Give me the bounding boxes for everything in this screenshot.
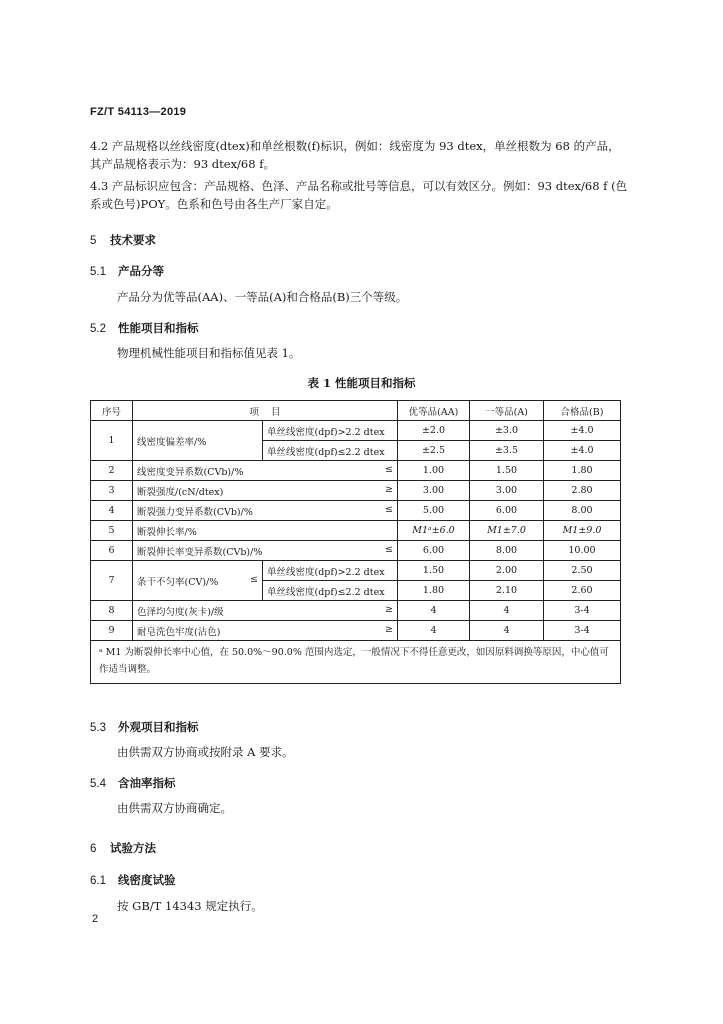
- page-number: 2: [92, 913, 99, 925]
- header-item: 项 目: [133, 401, 398, 421]
- row-symbol: ≥: [385, 483, 393, 495]
- row-subitem: 单丝线密度(dpf)>2.2 dtex: [263, 561, 398, 581]
- clause-5-3-text: 由供需双方协商或按附录 A 要求。: [117, 745, 294, 759]
- clause-4-3-line2: 系或色号)POY。色系和色号由各生产厂家自定。: [90, 197, 338, 211]
- table-header-row: [91, 401, 621, 421]
- table-row: [91, 461, 621, 481]
- row-subitem: 单丝线密度(dpf)≤2.2 dtex: [263, 581, 398, 601]
- table-row: [91, 601, 621, 621]
- cell-a: 1.50: [470, 461, 544, 481]
- row-symbol: ≥: [385, 623, 393, 635]
- clause-4-2-line2: 其产品规格表示为：93 dtex/68 f。: [90, 157, 275, 171]
- clause-4-2-line1: 4.2 产品规格以丝线密度(dtex)和单丝根数(f)标识，例如：线密度为 93 dtex，单丝根数为 68 的产品，: [90, 139, 620, 153]
- cell-a: 4: [470, 621, 544, 641]
- row-item: 断裂强度/(cN/dtex) ≥: [133, 481, 398, 501]
- row-no: 9: [91, 621, 133, 641]
- table-row: [91, 421, 621, 441]
- clause-6-1-number: 6.1: [90, 875, 106, 887]
- clause-5-4-number: 5.4: [90, 778, 106, 790]
- cell-b: 3-4: [544, 621, 621, 641]
- clause-6-1-text: 按 GB/T 14343 规定执行。: [117, 899, 263, 913]
- clause-5-3-title: 外观项目和指标: [118, 720, 199, 734]
- row-subitem: 单丝线密度(dpf)>2.2 dtex: [263, 421, 398, 441]
- row-item: 耐皂洗色牢度(沾色) ≥: [133, 621, 398, 641]
- row-subitem: 单丝线密度(dpf)≤2.2 dtex: [263, 441, 398, 461]
- clause-5-2-text: 物理机械性能项目和指标值见表 1。: [117, 346, 301, 360]
- cell-b: M1±9.0: [544, 521, 621, 541]
- cell-a: M1±7.0: [470, 521, 544, 541]
- section-6-heading: [90, 840, 156, 856]
- clause-5-2-heading: [90, 320, 199, 336]
- row-symbol: ≤: [385, 463, 393, 475]
- table-caption: 表 1 性能项目和指标: [307, 376, 416, 390]
- header-aa: 优等品(AA): [398, 401, 470, 421]
- clause-5-2-title: 性能项目和指标: [118, 321, 199, 335]
- row-item: 线密度变异系数(CVb)/% ≤: [133, 461, 398, 481]
- table-row: [91, 541, 621, 561]
- cell-a: 3.00: [470, 481, 544, 501]
- header-no: 序号: [91, 401, 133, 421]
- cell-a: 8.00: [470, 541, 544, 561]
- clause-5-1-heading: [90, 263, 164, 279]
- header-b: 合格品(B): [544, 401, 621, 421]
- cell-a: 2.10: [470, 581, 544, 601]
- row-symbol: ≤: [385, 503, 393, 515]
- section-5-heading: [90, 232, 156, 248]
- row-no: 4: [91, 501, 133, 521]
- row-item: 断裂伸长率变异系数(CVb)/% ≤: [133, 541, 398, 561]
- cell-b: 2.60: [544, 581, 621, 601]
- row-no: 3: [91, 481, 133, 501]
- clause-5-1-number: 5.1: [90, 266, 106, 278]
- row-symbol: ≤: [385, 543, 393, 555]
- cell-aa: ±2.5: [398, 441, 470, 461]
- standard-code: FZ/T 54113—2019: [90, 106, 187, 118]
- table-1: [90, 400, 620, 684]
- row-item: 色泽均匀度(灰卡)/级 ≥: [133, 601, 398, 621]
- table-row: [91, 501, 621, 521]
- cell-b: 1.80: [544, 461, 621, 481]
- row-no: 5: [91, 521, 133, 541]
- clause-5-2-number: 5.2: [90, 323, 106, 335]
- row-item: 线密度偏差率/%: [133, 421, 263, 461]
- clause-5-4-text: 由供需双方协商确定。: [117, 801, 232, 815]
- cell-a: 4: [470, 601, 544, 621]
- clause-5-3-heading: [90, 719, 199, 735]
- cell-b: ±4.0: [544, 421, 621, 441]
- cell-aa: 5.00: [398, 501, 470, 521]
- row-no: 2: [91, 461, 133, 481]
- cell-b: 10.00: [544, 541, 621, 561]
- table-row: [91, 561, 621, 581]
- cell-a: ±3.0: [470, 421, 544, 441]
- cell-aa: 4: [398, 621, 470, 641]
- clause-5-4-heading: [90, 775, 176, 791]
- table-row: [91, 621, 621, 641]
- row-symbol: ≥: [385, 603, 393, 615]
- section-6-title: 试验方法: [110, 841, 156, 855]
- clause-6-1-title: 线密度试验: [118, 873, 176, 887]
- cell-aa: 6.00: [398, 541, 470, 561]
- table-row: [91, 521, 621, 541]
- cell-aa: 3.00: [398, 481, 470, 501]
- cell-aa: ±2.0: [398, 421, 470, 441]
- row-item: 条干不匀率(CV)/% ≤: [133, 561, 263, 601]
- section-6-number: 6: [90, 843, 97, 855]
- cell-a: ±3.5: [470, 441, 544, 461]
- cell-aa: 1.80: [398, 581, 470, 601]
- clause-6-1-heading: [90, 872, 176, 888]
- row-no: 1: [91, 421, 133, 461]
- table-row: [91, 481, 621, 501]
- cell-b: ±4.0: [544, 441, 621, 461]
- cell-b: 2.80: [544, 481, 621, 501]
- clause-5-1-text: 产品分为优等品(AA)、一等品(A)和合格品(B)三个等级。: [117, 290, 408, 304]
- row-no: 7: [91, 561, 133, 601]
- clause-4-3-line1: 4.3 产品标识应包含：产品规格、色泽、产品名称或批号等信息，可以有效区分。例如：93 dtex/68 f (色: [90, 179, 628, 193]
- row-symbol: ≤: [250, 573, 258, 585]
- header-a: 一等品(A): [470, 401, 544, 421]
- section-5-title: 技术要求: [110, 233, 156, 247]
- clause-5-3-number: 5.3: [90, 722, 106, 734]
- table-note-row: [91, 641, 621, 684]
- section-5-number: 5: [90, 235, 97, 247]
- cell-aa: 4: [398, 601, 470, 621]
- row-no: 6: [91, 541, 133, 561]
- cell-a: 2.00: [470, 561, 544, 581]
- cell-aa: 1.00: [398, 461, 470, 481]
- row-item: 断裂强力变异系数(CVb)/% ≤: [133, 501, 398, 521]
- row-item: 断裂伸长率/%: [133, 521, 398, 541]
- row-no: 8: [91, 601, 133, 621]
- cell-b: 3-4: [544, 601, 621, 621]
- cell-b: 2.50: [544, 561, 621, 581]
- table-footnote: ᵃ M1 为断裂伸长率中心值，在 50.0%～90.0% 范围内选定，一般情况下不得任意更改，如因原料调换等原因，中心值可作适当调整。: [91, 641, 621, 684]
- clause-5-1-title: 产品分等: [118, 264, 164, 278]
- clause-5-4-title: 含油率指标: [118, 776, 176, 790]
- cell-aa: M1ᵃ±6.0: [398, 521, 470, 541]
- cell-a: 6.00: [470, 501, 544, 521]
- cell-aa: 1.50: [398, 561, 470, 581]
- cell-b: 8.00: [544, 501, 621, 521]
